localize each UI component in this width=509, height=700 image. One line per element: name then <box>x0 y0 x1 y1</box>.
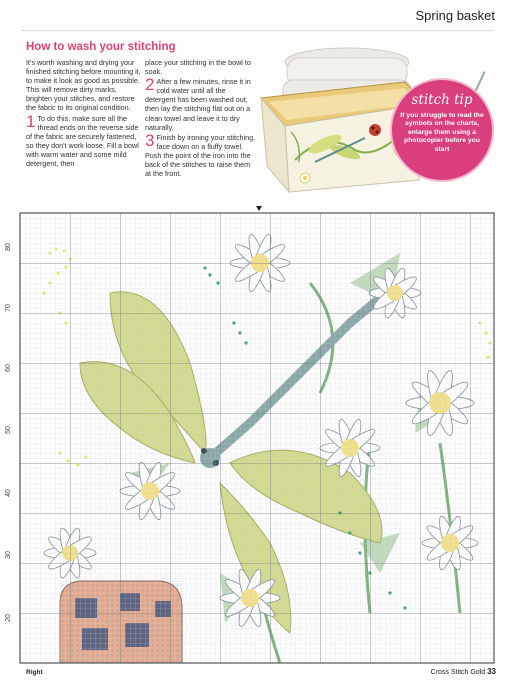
stitch-tip-badge <box>392 80 492 180</box>
wash-intro: It's worth washing and drying your finished stitching before mounting it, to make it look as good as possible. This will remove dirty marks, brighten your stitches, and restore the fabric to its original condition. <box>26 58 141 113</box>
tip-text: If you struggle to read the symbols on the charts, enlarge them using a photocopier before you start <box>400 112 484 153</box>
chart-centre-marker <box>256 206 262 211</box>
step-text: Finish by ironing your stitching, face down on a fluffy towel. Push the point of the iron into the back of the stitches to raise them at the front. <box>145 132 256 179</box>
tip-title: stitch tip <box>411 92 473 108</box>
step-text: After a few minutes, rinse it in cold water until all the detergent has been washed out, then lay the stitching flat out on a clean towel and leave it to dry naturally. <box>145 77 251 132</box>
step-number: 2 <box>145 75 155 95</box>
divider <box>22 30 492 31</box>
wash-column-1 <box>26 58 144 168</box>
row-label: 50 <box>5 426 12 434</box>
magazine-title: Cross Stitch Gold <box>430 669 486 676</box>
row-label: 30 <box>5 551 12 559</box>
step-text: To do this, make sure all the thread ends on the reverse side of the fabric are securely fastened, so they don't work loose. Fill a bowl with warm water and some mild detergent, then <box>26 113 139 169</box>
row-label: 80 <box>5 243 12 251</box>
row-label: 40 <box>5 489 12 497</box>
row-label: 60 <box>5 364 12 372</box>
wash-step-2 <box>145 77 257 132</box>
row-label: 70 <box>5 304 12 312</box>
chart-side-label: Right <box>26 669 43 676</box>
page-footer <box>431 667 496 676</box>
section-title: Spring basket <box>415 8 495 23</box>
wash-step-1 <box>26 111 144 169</box>
wash-step-1-continued: place your stitching in the bowl to soak. <box>145 58 251 77</box>
row-label: 20 <box>5 614 12 622</box>
wash-step-3 <box>145 130 257 179</box>
step-number: 1 <box>26 111 36 131</box>
page-number: 33 <box>487 667 496 676</box>
wash-heading: How to wash your stitching <box>26 41 176 53</box>
cross-stitch-chart <box>5 213 494 663</box>
wash-column-2 <box>145 58 257 178</box>
step-number: 3 <box>145 130 155 150</box>
